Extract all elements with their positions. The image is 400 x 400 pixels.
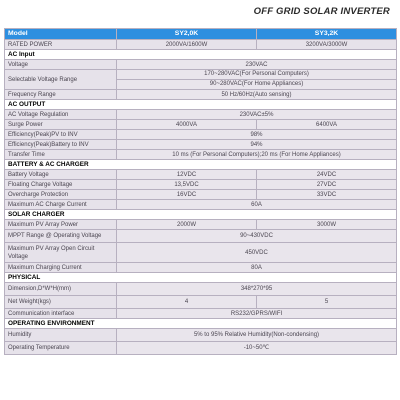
section-title: BATTERY & AC CHARGER bbox=[5, 160, 397, 170]
section-header bbox=[5, 100, 397, 110]
row-label: Overcharge Protection bbox=[5, 190, 117, 200]
row-value: 2000W bbox=[117, 220, 257, 230]
spec-table bbox=[4, 28, 397, 355]
row-value: 4 bbox=[117, 296, 257, 309]
table-row bbox=[5, 150, 397, 160]
row-label: RATED POWER bbox=[5, 40, 117, 50]
row-label: Communication interface bbox=[5, 309, 117, 319]
row-value: 27VDC bbox=[257, 180, 397, 190]
row-label: Efficiency(Peak)PV to INV bbox=[5, 130, 117, 140]
row-label: Maximum AC Charge Current bbox=[5, 200, 117, 210]
table-row bbox=[5, 309, 397, 319]
section-title: AC OUTPUT bbox=[5, 100, 397, 110]
table-row bbox=[5, 230, 397, 243]
row-label: Maximum PV Array Open Circuit Voltage bbox=[5, 243, 117, 263]
row-label: Floating Charge Voltage bbox=[5, 180, 117, 190]
row-value: 6400VA bbox=[257, 120, 397, 130]
row-value: 3000W bbox=[257, 220, 397, 230]
table-header-row bbox=[5, 29, 397, 40]
row-label: Maximum Charging Current bbox=[5, 263, 117, 273]
row-label: MPPT Range @ Operating Voltage bbox=[5, 230, 117, 243]
row-value: 94% bbox=[117, 140, 397, 150]
section-title: PHYSICAL bbox=[5, 273, 397, 283]
section-header bbox=[5, 160, 397, 170]
row-value: 60A bbox=[117, 200, 397, 210]
row-value: 4000VA bbox=[117, 120, 257, 130]
model-sy20k: SY2,0K bbox=[117, 29, 257, 40]
row-label: Voltage bbox=[5, 60, 117, 70]
table-row bbox=[5, 130, 397, 140]
model-sy32k: SY3,2K bbox=[257, 29, 397, 40]
row-value: -10~50℃ bbox=[117, 342, 397, 355]
section-title: SOLAR CHARGER bbox=[5, 210, 397, 220]
table-row bbox=[5, 60, 397, 70]
table-row bbox=[5, 329, 397, 342]
row-value bbox=[117, 70, 397, 90]
table-row bbox=[5, 296, 397, 309]
row-value: 24VDC bbox=[257, 170, 397, 180]
row-value: 33VDC bbox=[257, 190, 397, 200]
section-header bbox=[5, 273, 397, 283]
row-label: Efficiency(Peak)Battery to INV bbox=[5, 140, 117, 150]
table-row bbox=[5, 342, 397, 355]
table-row bbox=[5, 220, 397, 230]
table-row bbox=[5, 180, 397, 190]
row-value: 80A bbox=[117, 263, 397, 273]
section-header bbox=[5, 319, 397, 329]
row-label: Frequency Range bbox=[5, 90, 117, 100]
row-value: 90~430VDC bbox=[117, 230, 397, 243]
table-row bbox=[5, 243, 397, 263]
row-value: 13,5VDC bbox=[117, 180, 257, 190]
row-value: 12VDC bbox=[117, 170, 257, 180]
table-row bbox=[5, 90, 397, 100]
row-value: 348*270*95 bbox=[117, 283, 397, 296]
row-label: Selectable Voltage Range bbox=[5, 70, 117, 90]
table-row bbox=[5, 170, 397, 180]
table-row bbox=[5, 40, 397, 50]
row-label: Maximum PV Array Power bbox=[5, 220, 117, 230]
row-value: 2000VA/1600W bbox=[117, 40, 257, 50]
row-label: Surge Power bbox=[5, 120, 117, 130]
row-label: Operating Temperature bbox=[5, 342, 117, 355]
row-value: 450VDC bbox=[117, 243, 397, 263]
page-title: OFF GRID SOLAR INVERTER bbox=[253, 6, 390, 17]
row-value: RS232/GPRS/WIFI bbox=[117, 309, 397, 319]
table-row bbox=[5, 140, 397, 150]
section-header bbox=[5, 50, 397, 60]
row-value: 16VDC bbox=[117, 190, 257, 200]
table-row bbox=[5, 190, 397, 200]
row-label: Dimension,D*W*H(mm) bbox=[5, 283, 117, 296]
section-title: AC Input bbox=[5, 50, 397, 60]
table-row bbox=[5, 110, 397, 120]
row-value: 230VAC±5% bbox=[117, 110, 397, 120]
row-value: 50 Hz/60Hz(Auto sensing) bbox=[117, 90, 397, 100]
row-label: Transfer Time bbox=[5, 150, 117, 160]
table-row bbox=[5, 200, 397, 210]
row-subvalue: 90~280VAC(For Home Appliances) bbox=[117, 79, 396, 89]
table-row bbox=[5, 70, 397, 90]
row-value: 3200VA/3000W bbox=[257, 40, 397, 50]
row-subvalue: 170~280VAC(For Personal Computers) bbox=[204, 71, 309, 77]
table-row bbox=[5, 120, 397, 130]
row-label: Battery Voltage bbox=[5, 170, 117, 180]
row-value: 5% to 95% Relative Humidity(Non-condensing) bbox=[117, 329, 397, 342]
section-header bbox=[5, 210, 397, 220]
row-value: 230VAC bbox=[117, 60, 397, 70]
row-value: 5 bbox=[257, 296, 397, 309]
row-value: 10 ms (For Personal Computers);20 ms (For Home Appliances) bbox=[117, 150, 397, 160]
section-title: OPERATING ENVIRONMENT bbox=[5, 319, 397, 329]
row-label: Net Weight(kgs) bbox=[5, 296, 117, 309]
table-row bbox=[5, 283, 397, 296]
model-label: Model bbox=[5, 29, 117, 40]
row-value: 98% bbox=[117, 130, 397, 140]
table-row bbox=[5, 263, 397, 273]
row-label: Humidity bbox=[5, 329, 117, 342]
row-label: AC Voltage Regulation bbox=[5, 110, 117, 120]
